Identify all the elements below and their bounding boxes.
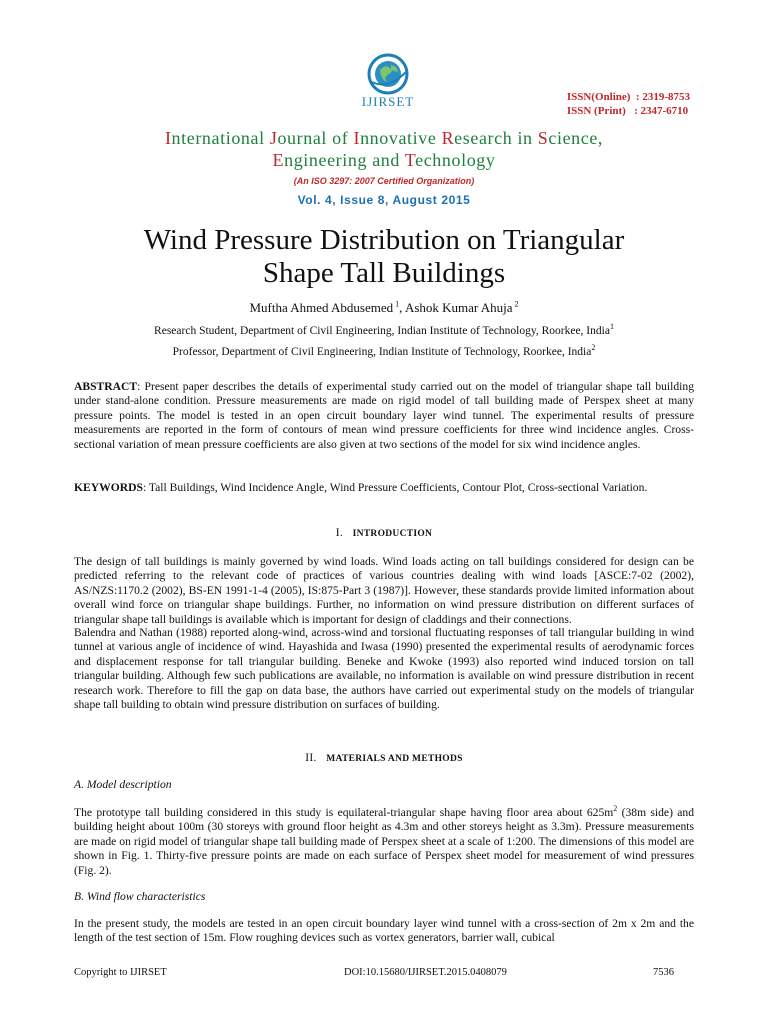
issn-online: ISSN(Online) : 2319-8753 <box>566 91 690 103</box>
authors: Muftha Ahmed Abdusemed $^1$, Ashok Kumar Ahuja $^2$ <box>249 299 519 315</box>
abstract <box>74 380 694 452</box>
journal-name-line1: International Journal of Innovative Research in Science, <box>164 128 604 148</box>
author-2: Ashok Kumar Ahuja <box>404 300 513 315</box>
issn-print: ISSN (Print) : 2347-6710 <box>566 105 689 117</box>
keywords-text: : Tall Buildings, Wind Incidence Angle, Wind Pressure Coefficients, Contour Plot, Cross-sectional Variation. <box>142 481 648 494</box>
keywords <box>74 481 694 495</box>
paper-title-line1: Wind Pressure Distribution on Triangular <box>143 224 625 256</box>
abstract-label: ABSTRACT <box>74 380 138 393</box>
paper-title-line2: Shape Tall Buildings <box>262 257 506 289</box>
journal-name-line2: Engineering and Technology <box>272 150 496 170</box>
issn-block <box>567 90 690 118</box>
globe-logo-icon <box>366 52 410 96</box>
journal-name <box>0 127 768 171</box>
volume-issue: Vol. 4, Issue 8, August 2015 <box>297 193 471 207</box>
footer-page-number: 7536 <box>653 967 674 978</box>
abstract-text: : Present paper describes the details of experimental study carried out on the model of triangular shape tall building under stand-alone condition. Pressure measurements are made on rigid model of tall building made of Perspex sheet at many pressure points. The model is tested in an open circuit boundary layer wind tunnel. The experimental results of pressure measurements are reported in the form of contours of mean wind pressure coefficients for three wind incidence angles. Cross-sectional variation of mean pressure coefficients are also given at two sections of the model for six wind incidence angles. <box>74 380 694 451</box>
subsection-model-description: A. Model description <box>74 778 172 791</box>
intro-paragraph-1: The design of tall buildings is mainly governed by wind loads. Wind loads acting on tall buildings considered for design can be predicted referring to the relevant code of practices of various countries dealing with wind loads [ASCE:7-02 (2002), AS/NZS:1170.2 (2002), BS-EN 1991-1-4 (2005), IS:875-Part 3 (1987)]. However, these standards provide limited information about overall wind force on triangular shape buildings. Further, no information on wind pressure distribution on different surfaces of triangular shape tall buildings is available which is important for design of claddings and their connections. <box>74 555 694 626</box>
paper-title <box>0 224 768 290</box>
footer-doi: DOI:10.15680/IJIRSET.2015.0408079 <box>344 967 507 978</box>
affiliation-2: Professor, Department of Civil Engineering, Indian Institute of Technology, Roorkee, India$^2$ <box>172 343 596 358</box>
journal-logo <box>350 52 426 118</box>
subsection-wind-flow: B. Wind flow characteristics <box>74 890 206 903</box>
iso-certification: (An ISO 3297: 2007 Certified Organization) <box>293 176 475 186</box>
model-description-paragraph: The prototype tall building considered in this study is equilateral-triangular shape having floor area about $625m^2$ (38m side) and building height about 100m (30 storeys with ground floor height as 4.3m and other storeys height as 3.3m). Pressure measurements are made on rigid model of triangular shape tall building made of Perspex sheet at a scale of 1:200. The dimensions of this model are shown in Fig. 1. Thirty-five pressure points are made on each surface of Perspex sheet model for measurement of wind pressures (Fig. 2). <box>74 804 694 877</box>
wind-flow-paragraph: In the present study, the models are tested in an open circuit boundary layer wind tunnel with a cross-section of 2m x 2m and the length of the test section of 15m. Flow roughing devices such as vortex generators, barrier wall, cubical <box>74 917 694 945</box>
intro-paragraph-2: Balendra and Nathan (1988) reported along-wind, across-wind and torsional fluctuating responses of tall triangular building in wind tunnel at various angle of incidence of wind. Hayashida and Iwasa (1990) presented the experimental results of aerodynamic forces and displacement response for tall triangular building. Beneke and Kwoke (1993) also reported wind induced torsion on tall triangular building. Although few such publications are available, no information is available on wind pressure distribution in recent research work. Therefore to fill the gap on data base, the authors have carried out experimental study on the models of triangular shape tall building to obtain wind pressure distribution on surfaces of building. <box>74 626 694 712</box>
author-1: Muftha Ahmed Abdusemed <box>249 300 394 315</box>
affiliation-1: Research Student, Department of Civil Engineering, Indian Institute of Technology, Roorkee, India$^1$ <box>154 322 614 337</box>
logo-text: IJIRSET <box>361 94 415 109</box>
keywords-label: KEYWORDS <box>74 481 143 494</box>
section-heading-materials: II. MATERIALS AND METHODS <box>305 752 463 764</box>
footer-copyright: Copyright to IJIRSET <box>74 967 167 978</box>
section-heading-introduction: I. INTRODUCTION <box>335 527 433 539</box>
